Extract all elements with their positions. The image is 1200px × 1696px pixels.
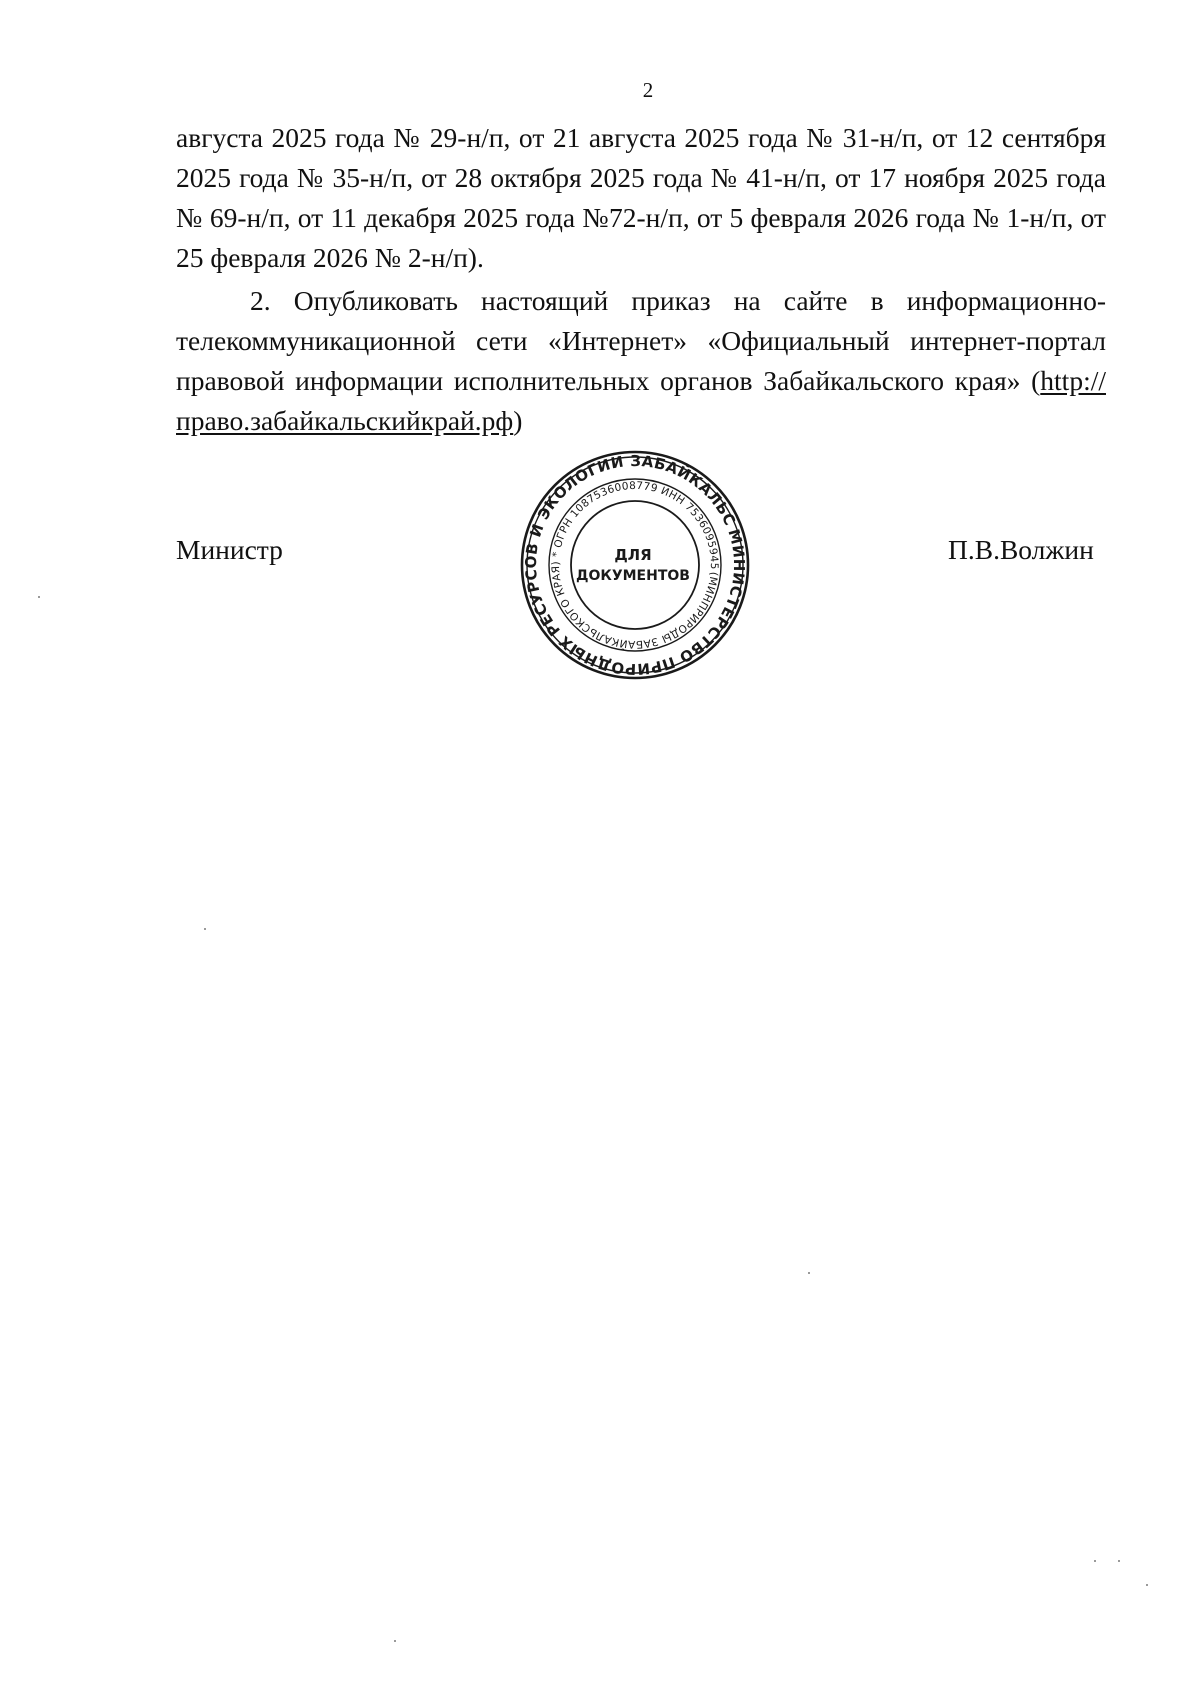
signer-position: Министр — [176, 534, 283, 565]
scan-speck — [394, 1640, 396, 1642]
scan-speck — [204, 928, 206, 930]
seal-inner-text: (МИНПРИРОДЫ ЗАБАЙКАЛЬСКОГО КРАЯ) * ОГРН 1087536008779 ИНН 7536095945 — [549, 479, 721, 651]
seal-graphic — [518, 448, 752, 682]
seal-center-line-1: ДЛЯ — [614, 546, 652, 564]
paragraph-decree-list: августа 2025 года № 29-н/п, от 21 августа 2025 года № 31-н/п, от 12 сентября 2025 года № 35-н/п, от 28 октября 2025 года № 41-н/п, от 17 ноября 2025 года № 69-н/п, от 11 декабря 2025 года №72-н/п, от 5 февраля 2026 года № 1-н/п, от 25 февраля 2026 № 2-н/п). — [176, 122, 1106, 273]
seal-center-line-2: ДОКУМЕНТОВ — [576, 568, 690, 584]
paragraph-publication-text: 2. Опубликовать настоящий приказ на сайте в информационно-телекоммуникационной сети «Интернет» «Официальный интернет-портал правовой информации исполнительных органов Забайкальского края» ( — [176, 285, 1106, 396]
scan-speck — [1146, 1584, 1148, 1586]
official-seal-stamp — [518, 448, 752, 682]
page-number: 2 — [642, 78, 654, 102]
scan-speck — [808, 1272, 810, 1274]
portal-url-link[interactable]: http://право.забайкальскийкрай.рф — [176, 365, 1106, 436]
signer-name: П.В.Волжин — [948, 534, 1094, 565]
seal-outer-text: МИНИСТЕРСТВО ПРИРОДНЫХ РЕСУРСОВ И ЭКОЛОГИИ ЗАБАЙКАЛЬСКОГО — [521, 451, 749, 679]
paragraph-closing-bracket: ) — [513, 405, 523, 436]
scan-speck — [38, 596, 40, 598]
scan-speck — [1118, 1560, 1120, 1562]
scan-speck — [1094, 1560, 1096, 1562]
signature-block — [0, 0, 1200, 700]
